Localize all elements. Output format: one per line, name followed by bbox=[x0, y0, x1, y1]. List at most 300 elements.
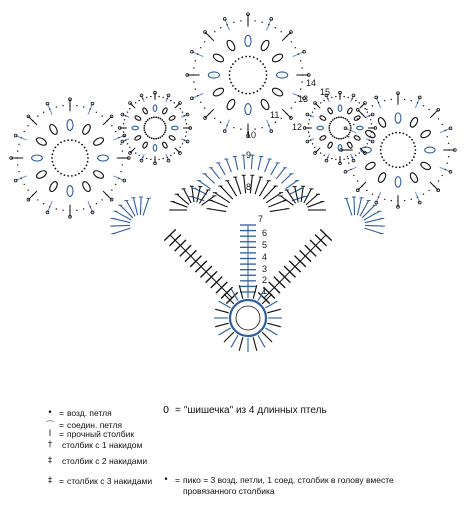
chain-dot bbox=[174, 152, 175, 153]
chain-dot bbox=[71, 139, 73, 141]
chain-dot bbox=[334, 136, 336, 138]
chain-dot bbox=[150, 96, 151, 97]
chain-dot bbox=[265, 70, 267, 72]
chain-dot bbox=[448, 143, 449, 144]
post-stitch bbox=[357, 198, 361, 216]
chain-dot bbox=[166, 98, 167, 99]
chain-dot bbox=[268, 24, 269, 25]
chain-dot bbox=[135, 102, 136, 103]
puff-stitch bbox=[212, 52, 225, 63]
chain-dot bbox=[120, 144, 121, 145]
puff-stitch bbox=[377, 116, 387, 128]
chain-dot bbox=[32, 195, 33, 196]
chain-dot bbox=[350, 129, 352, 131]
chain-dot bbox=[69, 210, 70, 211]
legend-label: пико = 3 возд. петли, 1 соед. столбик в голову вместе провязанного столбика bbox=[182, 475, 394, 496]
chain-dot bbox=[371, 127, 372, 128]
chain-dot bbox=[17, 164, 18, 165]
chain-dot bbox=[388, 164, 390, 166]
chain-dot bbox=[353, 175, 354, 176]
chain-dot bbox=[86, 150, 88, 152]
chain-dot bbox=[380, 153, 382, 155]
chain-dot bbox=[384, 100, 385, 101]
chain-dot bbox=[241, 92, 243, 94]
post-stitch bbox=[235, 177, 241, 194]
chain-dot bbox=[155, 138, 157, 140]
chain-dot bbox=[423, 105, 424, 106]
motif-layer bbox=[10, 13, 456, 218]
chain-dot bbox=[238, 90, 240, 92]
chain-dot bbox=[75, 140, 77, 142]
chain-dot bbox=[229, 70, 231, 72]
chain-dot bbox=[21, 137, 22, 138]
chain-dot bbox=[214, 31, 215, 32]
chain-dot bbox=[132, 105, 133, 106]
chain-dot bbox=[151, 117, 153, 119]
ring-stitch bbox=[265, 328, 277, 335]
chain-dot bbox=[417, 196, 418, 197]
chain-dot bbox=[226, 24, 227, 25]
chain-dot bbox=[64, 174, 66, 176]
chain-dot bbox=[369, 115, 370, 116]
puff-stitch bbox=[260, 39, 271, 52]
post-stitch bbox=[113, 228, 130, 234]
puff-stitch bbox=[225, 39, 236, 52]
chain-dot bbox=[343, 96, 344, 97]
chain-dot bbox=[367, 111, 368, 112]
chain-dot bbox=[57, 170, 59, 172]
chain-dot bbox=[160, 118, 162, 120]
chain-dot bbox=[56, 208, 57, 209]
puff-stitch bbox=[81, 123, 92, 135]
puff-stitch bbox=[134, 135, 141, 141]
chain-dot bbox=[149, 136, 151, 138]
chain-dot bbox=[76, 105, 77, 106]
ring-stitch bbox=[224, 332, 234, 342]
chain-dot bbox=[295, 102, 296, 103]
chain-dot bbox=[122, 164, 123, 165]
chain-dot bbox=[129, 147, 130, 148]
chain-dot bbox=[402, 133, 404, 135]
chain-dot bbox=[388, 134, 390, 136]
chain-dot bbox=[49, 206, 50, 207]
chain-dot bbox=[55, 168, 57, 170]
legend-eq: = bbox=[59, 429, 64, 439]
chain-dot bbox=[17, 150, 18, 151]
chain-dot bbox=[49, 109, 50, 110]
chain-dot bbox=[310, 115, 311, 116]
chain-dot bbox=[330, 133, 332, 135]
post-stitch bbox=[365, 228, 382, 234]
chain-dot bbox=[151, 137, 153, 139]
puff-stitch bbox=[142, 141, 148, 148]
chain-dot bbox=[339, 159, 340, 160]
puff-stitch bbox=[32, 155, 43, 161]
chain-dot bbox=[346, 135, 348, 137]
chain-dot bbox=[404, 200, 405, 201]
chain-dot bbox=[107, 120, 108, 121]
chain-dot bbox=[329, 129, 331, 131]
row-number: 7 bbox=[258, 214, 264, 224]
chain-dot bbox=[158, 159, 159, 160]
chain-dot bbox=[262, 85, 264, 87]
chain-dot bbox=[428, 190, 429, 191]
chain-dot bbox=[154, 159, 155, 160]
row-number: 11 bbox=[270, 110, 280, 120]
chain-dot bbox=[350, 125, 352, 127]
chain-dot bbox=[186, 127, 187, 128]
puff-stitch bbox=[420, 161, 432, 171]
chain-dot bbox=[378, 196, 379, 197]
chain-dot bbox=[302, 74, 303, 75]
post-stitch bbox=[268, 200, 285, 207]
ring-stitch bbox=[219, 301, 231, 308]
chain-dot bbox=[96, 112, 97, 113]
chain-dot bbox=[115, 131, 116, 132]
chain-dot bbox=[411, 100, 412, 101]
chain-dot bbox=[399, 166, 401, 168]
legend-eq: = bbox=[59, 420, 64, 430]
post-stitch bbox=[226, 159, 231, 172]
chain-dot bbox=[444, 130, 445, 131]
center-ring bbox=[230, 300, 266, 336]
chain-dot bbox=[143, 127, 145, 129]
chain-dot bbox=[157, 137, 159, 139]
puff-stitch bbox=[81, 180, 92, 192]
chain-dot bbox=[447, 163, 448, 164]
chain-dot bbox=[193, 67, 194, 68]
chain-dot bbox=[340, 138, 342, 140]
puff-stitch bbox=[142, 107, 148, 114]
chain-dot bbox=[413, 142, 415, 144]
post-stitch bbox=[133, 198, 137, 216]
chain-dot bbox=[414, 153, 416, 155]
chain-dot bbox=[256, 90, 258, 92]
chain-dot bbox=[438, 118, 439, 119]
chain-dot bbox=[84, 147, 86, 149]
puff-stitch bbox=[212, 87, 225, 98]
chain-dot bbox=[336, 117, 338, 119]
center-ring-layer bbox=[214, 284, 282, 352]
row-number: 8 bbox=[246, 182, 252, 192]
chain-dot bbox=[317, 150, 318, 151]
chain-dot bbox=[343, 159, 344, 160]
chain-dot bbox=[197, 53, 198, 54]
row-number: 12 bbox=[292, 122, 303, 132]
chain-dot bbox=[433, 185, 434, 186]
chain-dot bbox=[165, 129, 167, 131]
ring-stitch bbox=[215, 323, 229, 327]
chain-dot bbox=[147, 135, 149, 137]
chain-dot bbox=[154, 96, 155, 97]
legend-label: прочный столбик bbox=[66, 429, 135, 439]
chain-dot bbox=[260, 60, 262, 62]
chain-dot bbox=[71, 175, 73, 177]
chain-dot bbox=[314, 147, 315, 148]
chain-dot bbox=[309, 135, 310, 136]
chain-dot bbox=[132, 150, 133, 151]
puff-stitch bbox=[245, 35, 251, 46]
chain-dot bbox=[144, 125, 146, 127]
chain-dot bbox=[350, 127, 352, 129]
ring-stitch bbox=[265, 301, 277, 308]
chain-dot bbox=[323, 100, 324, 101]
chain-dot bbox=[385, 136, 387, 138]
chain-dot bbox=[123, 123, 124, 124]
chain-dot bbox=[298, 53, 299, 54]
ring-stitch bbox=[239, 337, 243, 351]
legend-eq: = bbox=[59, 476, 64, 486]
chain-dot bbox=[359, 102, 360, 103]
chain-dot bbox=[320, 102, 321, 103]
chain-dot bbox=[381, 156, 383, 158]
chain-dot bbox=[349, 123, 351, 125]
chain-dot bbox=[62, 105, 63, 106]
chain-dot bbox=[204, 108, 205, 109]
chain-dot bbox=[170, 155, 171, 156]
post-stitch bbox=[244, 155, 245, 169]
chain-dot bbox=[83, 208, 84, 209]
chain-dot bbox=[60, 142, 62, 144]
chain-dot bbox=[145, 121, 147, 123]
chain-dot bbox=[286, 113, 287, 114]
legend-item-puff bbox=[158, 405, 327, 416]
chain-dot bbox=[185, 119, 186, 120]
legend-eq: = bbox=[175, 475, 180, 485]
chain-dot bbox=[329, 125, 331, 127]
chain-dot bbox=[308, 131, 309, 132]
post-stitch bbox=[211, 168, 220, 179]
row-number: 10 bbox=[246, 130, 257, 140]
chain-dot bbox=[444, 169, 445, 170]
puff-stitch-icon: 0 bbox=[162, 405, 170, 416]
chain-dot bbox=[402, 166, 404, 168]
chain-dot bbox=[163, 121, 165, 123]
chain-dot bbox=[254, 20, 255, 21]
chain-dot bbox=[144, 129, 146, 131]
chain-dot bbox=[220, 27, 221, 28]
chain-dot bbox=[361, 113, 362, 114]
post-stitch bbox=[211, 200, 228, 207]
chain-dot bbox=[78, 142, 80, 144]
chain-dot bbox=[37, 199, 38, 200]
chain-dot bbox=[406, 164, 408, 166]
chain-dot bbox=[53, 150, 55, 152]
chain-dot bbox=[67, 175, 69, 177]
row-number: 6 bbox=[262, 228, 268, 238]
chain-dot bbox=[397, 98, 398, 99]
chain-dot bbox=[308, 127, 309, 128]
chain-dot bbox=[342, 117, 344, 119]
chain-dot bbox=[115, 184, 116, 185]
chain-dot bbox=[81, 170, 83, 172]
chain-dot bbox=[56, 106, 57, 107]
post-stitch bbox=[112, 225, 130, 226]
chain-dot bbox=[391, 200, 392, 201]
chain-dot bbox=[312, 143, 313, 144]
chain-dot bbox=[411, 159, 413, 161]
chain-dot bbox=[90, 206, 91, 207]
puff-stitch bbox=[353, 115, 360, 121]
pico-loop bbox=[314, 152, 317, 155]
ring-stitch bbox=[231, 335, 238, 347]
chain-dot bbox=[249, 56, 251, 58]
puff-stitch bbox=[409, 172, 419, 184]
chain-dot bbox=[32, 120, 33, 121]
chain-dot bbox=[314, 108, 315, 109]
chain-dot bbox=[230, 82, 232, 84]
chain-dot bbox=[369, 139, 370, 140]
puff-stitch bbox=[153, 145, 157, 151]
post-stitch bbox=[173, 202, 188, 208]
post-stitch bbox=[354, 197, 355, 215]
post-stitch bbox=[265, 159, 270, 172]
chain-dot bbox=[53, 164, 55, 166]
post-stitch bbox=[227, 181, 236, 196]
chain-dot bbox=[240, 128, 241, 129]
chain-dot bbox=[256, 58, 258, 60]
puff-stitch bbox=[162, 107, 168, 114]
puff-stitch bbox=[327, 107, 333, 114]
chain-dot bbox=[209, 113, 210, 114]
puff-stitch bbox=[67, 186, 73, 197]
post-stitch bbox=[251, 155, 252, 169]
chain-dot bbox=[332, 119, 334, 121]
puff-stitch bbox=[98, 155, 109, 161]
chain-dot bbox=[122, 157, 123, 158]
chain-dot bbox=[57, 144, 59, 146]
pico-loop bbox=[179, 152, 182, 155]
puff-stitch bbox=[245, 104, 251, 115]
post-stitch bbox=[286, 181, 297, 189]
chain-dot bbox=[147, 119, 149, 121]
ring-stitch bbox=[262, 332, 272, 342]
single-crochet-icon: I bbox=[48, 429, 52, 439]
chain-dot bbox=[371, 131, 372, 132]
chain-dot bbox=[395, 166, 397, 168]
puff-stitch bbox=[208, 72, 219, 78]
chain-dot bbox=[146, 97, 147, 98]
chain-dot bbox=[423, 194, 424, 195]
chain-dot bbox=[438, 180, 439, 181]
chain-dot bbox=[165, 125, 167, 127]
puff-stitch bbox=[364, 161, 376, 171]
chain-dot bbox=[78, 173, 80, 175]
chain-dot bbox=[185, 135, 186, 136]
chain-dot bbox=[329, 131, 331, 133]
chain-dot bbox=[247, 20, 248, 21]
chain-dot bbox=[164, 131, 166, 133]
chain-dot bbox=[186, 123, 187, 124]
chain-dot bbox=[135, 152, 136, 153]
chain-dot bbox=[90, 109, 91, 110]
chain-dot bbox=[347, 97, 348, 98]
puff-stitch bbox=[347, 107, 353, 114]
chain-dot bbox=[330, 121, 332, 123]
chain-dot bbox=[182, 143, 183, 144]
chain-dot bbox=[69, 105, 70, 106]
chain-dot bbox=[413, 156, 415, 158]
chain-dot bbox=[111, 189, 112, 190]
puff-stitch bbox=[317, 126, 323, 130]
legend-item-double-treble bbox=[42, 476, 152, 486]
chain-dot bbox=[62, 210, 63, 211]
chain-dot bbox=[265, 78, 267, 80]
chain-dot bbox=[75, 174, 77, 176]
chain-dot bbox=[327, 157, 328, 158]
chain-dot bbox=[281, 31, 282, 32]
puff-stitch bbox=[35, 169, 47, 180]
chain-dot bbox=[226, 125, 227, 126]
chain-dot bbox=[160, 136, 162, 138]
chain-dot bbox=[144, 131, 146, 133]
chain-dot bbox=[182, 111, 183, 112]
row-number: 13 bbox=[298, 94, 309, 104]
chain-dot bbox=[348, 133, 350, 135]
chain-dot bbox=[404, 99, 405, 100]
chain-dot bbox=[238, 58, 240, 60]
treble-crochet-icon: ‡ bbox=[47, 456, 53, 466]
chain-dot bbox=[366, 109, 367, 110]
chain-dot bbox=[240, 20, 241, 21]
chain-dot bbox=[150, 159, 151, 160]
chain-dot bbox=[164, 123, 166, 125]
puff-stitch bbox=[134, 115, 141, 121]
puff-stitch bbox=[347, 141, 353, 148]
chain-dot bbox=[249, 93, 251, 95]
chain-dot bbox=[348, 163, 349, 164]
chain-dot bbox=[142, 157, 143, 158]
chain-dot bbox=[383, 159, 385, 161]
chain-dot bbox=[158, 96, 159, 97]
chain-dot bbox=[357, 180, 358, 181]
puff-stitch bbox=[35, 136, 47, 147]
chain-dot bbox=[60, 173, 62, 175]
chain-dot bbox=[327, 98, 328, 99]
puff-stitch bbox=[132, 126, 138, 130]
chain-dot bbox=[406, 134, 408, 136]
row-number: 3 bbox=[262, 264, 268, 274]
puff-stitch bbox=[168, 115, 175, 121]
chain-dot bbox=[232, 63, 234, 65]
slip-stitch-icon: ⌒ bbox=[45, 421, 55, 431]
chain-dot bbox=[348, 121, 350, 123]
chain-dot bbox=[161, 119, 163, 121]
chain-dot bbox=[351, 98, 352, 99]
puff-stitch bbox=[67, 120, 73, 131]
chain-dot bbox=[442, 124, 443, 125]
chain-dot bbox=[87, 157, 89, 159]
chain-dot bbox=[241, 56, 243, 58]
chain-dot bbox=[184, 115, 185, 116]
chain-dot bbox=[397, 200, 398, 201]
chain-dot bbox=[415, 149, 417, 151]
legend-item-chain bbox=[42, 408, 112, 418]
chain-dot bbox=[355, 155, 356, 156]
chain-dot bbox=[24, 184, 25, 185]
chain-dot bbox=[200, 47, 201, 48]
puff-stitch bbox=[364, 129, 376, 139]
chain-dot bbox=[353, 124, 354, 125]
chain-dot bbox=[84, 168, 86, 170]
post-stitch bbox=[116, 211, 132, 220]
chain-dot bbox=[359, 152, 360, 153]
chain-dot bbox=[18, 144, 19, 145]
post-stitch bbox=[281, 174, 291, 184]
chain-dot bbox=[286, 36, 287, 37]
chain-dot bbox=[366, 190, 367, 191]
chain-dot bbox=[370, 119, 371, 120]
